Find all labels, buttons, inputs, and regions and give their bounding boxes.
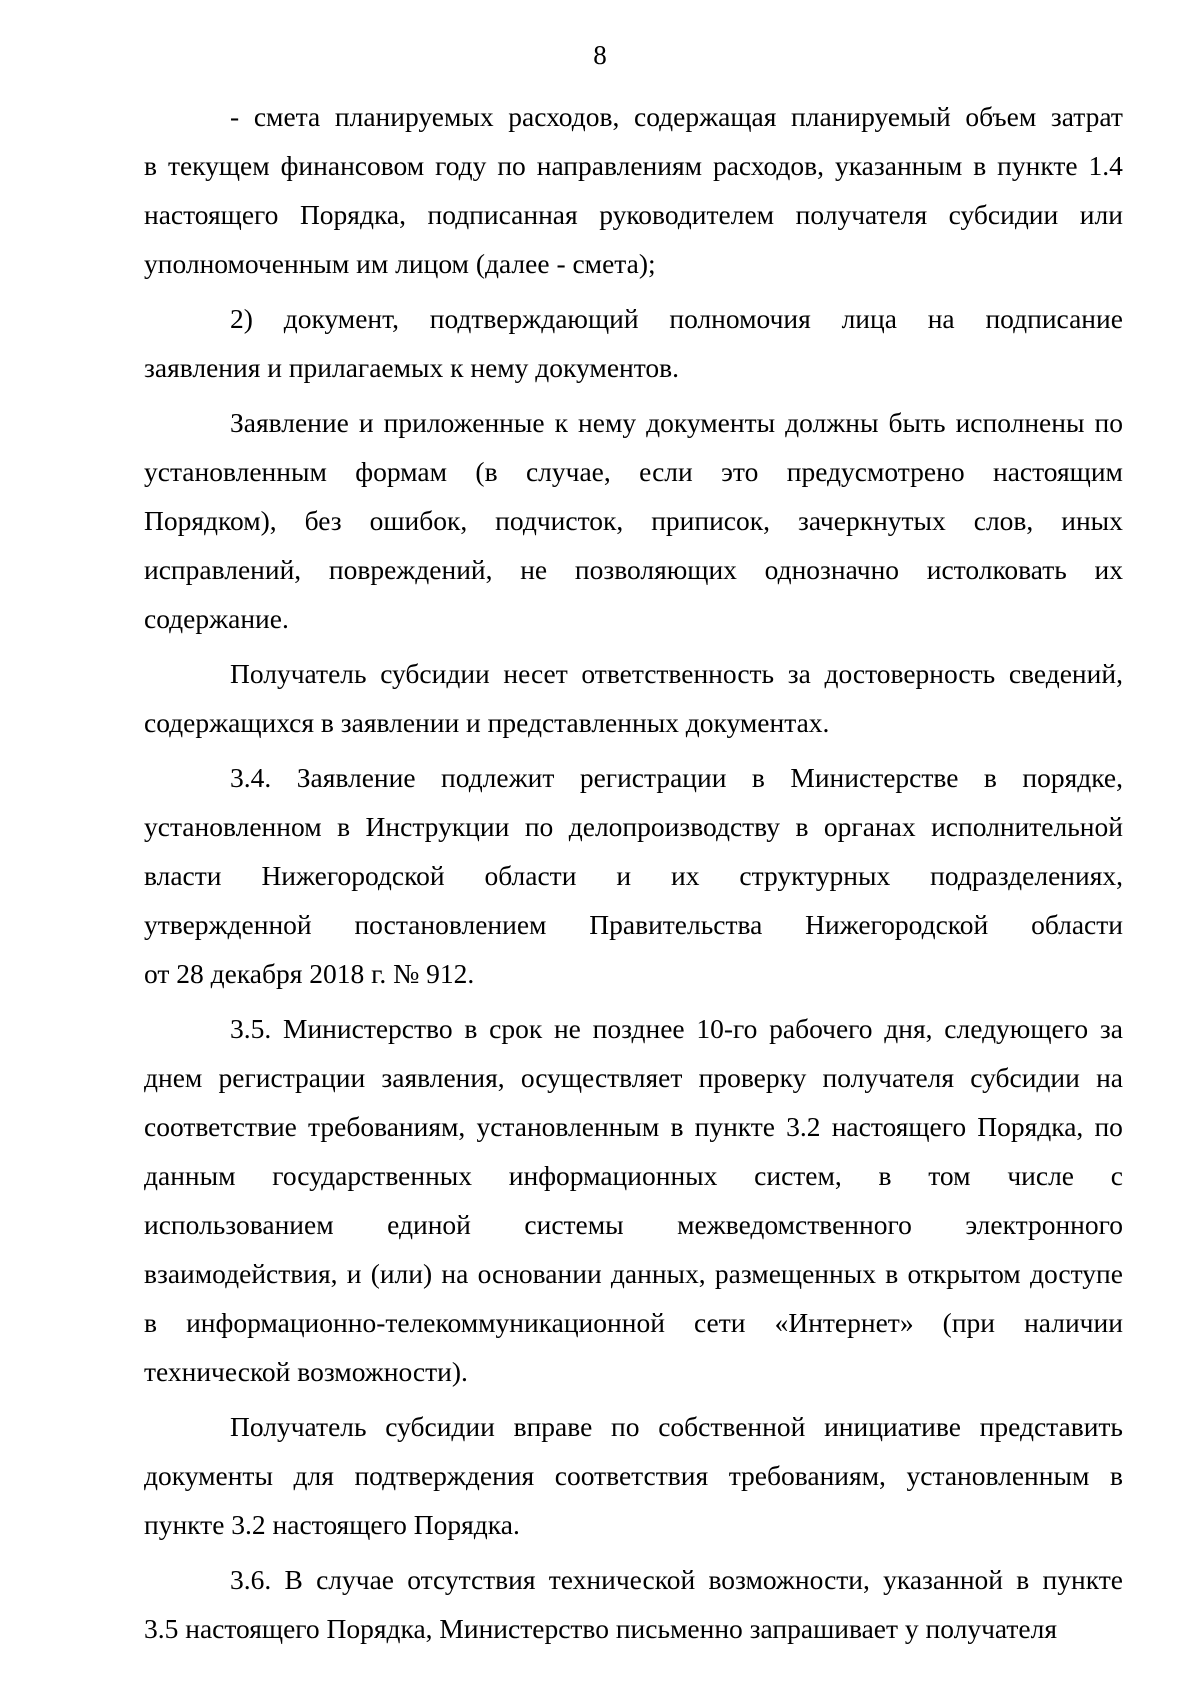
text-line: в информационно-телекоммуникационной сети «Интернет» (при наличии [144, 1307, 1123, 1338]
text-line: - смета планируемых расходов, содержащая планируемый объем затрат [230, 101, 1123, 132]
page-number: 8 [593, 40, 607, 70]
paragraph-own-initiative [144, 1402, 1123, 1549]
text-line: 3.5. Министерство в срок не позднее 10-го рабочего дня, следующего за [230, 1013, 1123, 1044]
text-line: утвержденной постановлением Правительства Нижегородской области [144, 909, 1123, 940]
document-body [144, 92, 1123, 1653]
text-line: Порядком), без ошибок, подчисток, приписок, зачеркнутых слов, иных [144, 505, 1123, 536]
paragraph-requirements [144, 398, 1123, 643]
text-line: днем регистрации заявления, осуществляет проверку получателя субсидии на [144, 1062, 1123, 1093]
paragraph-smeta [144, 92, 1123, 288]
text-line: использованием единой системы межведомственного электронного [144, 1209, 1123, 1240]
text-line: содержание. [144, 603, 289, 634]
text-line: соответствие требованиям, установленным в пункте 3.2 настоящего Порядка, по [144, 1111, 1123, 1142]
text-line: власти Нижегородской области и их структурных подразделениях, [144, 860, 1123, 891]
paragraph-clause-3-4 [144, 753, 1123, 998]
text-line: уполномоченным им лицом (далее - смета); [144, 248, 656, 279]
text-line: Заявление и приложенные к нему документы должны быть исполнены по [230, 407, 1123, 438]
text-line: взаимодействия, и (или) на основании данных, размещенных в открытом доступе [144, 1258, 1123, 1289]
paragraph-clause-3-6 [144, 1555, 1123, 1653]
paragraph-responsibility [144, 649, 1123, 747]
text-line: 3.4. Заявление подлежит регистрации в Министерстве в порядке, [230, 762, 1123, 793]
text-line: документы для подтверждения соответствия требованиям, установленным в [144, 1460, 1123, 1491]
paragraph-clause-3-5 [144, 1004, 1123, 1396]
text-line: содержащихся в заявлении и представленных документах. [144, 707, 830, 738]
text-line: в текущем финансовом году по направлениям расходов, указанным в пункте 1.4 [144, 150, 1123, 181]
text-line: 2) документ, подтверждающий полномочия лица на подписание [230, 303, 1123, 334]
text-line: от 28 декабря 2018 г. № 912. [144, 958, 475, 989]
text-line: исправлений, повреждений, не позволяющих однозначно истолковать их [144, 554, 1123, 585]
text-line: технической возможности). [144, 1356, 468, 1387]
paragraph-item-2 [144, 294, 1123, 392]
text-line: установленном в Инструкции по делопроизводству в органах исполнительной [144, 811, 1123, 842]
text-line: 3.6. В случае отсутствия технической возможности, указанной в пункте [230, 1564, 1123, 1595]
text-line: заявления и прилагаемых к нему документов. [144, 352, 680, 383]
text-line: установленным формам (в случае, если это предусмотрено настоящим [144, 456, 1123, 487]
text-line: Получатель субсидии вправе по собственной инициативе представить [230, 1411, 1123, 1442]
text-line: настоящего Порядка, подписанная руководителем получателя субсидии или [144, 199, 1123, 230]
text-line: пункте 3.2 настоящего Порядка. [144, 1509, 520, 1540]
text-line: Получатель субсидии несет ответственность за достоверность сведений, [230, 658, 1123, 689]
text-line: 3.5 настоящего Порядка, Министерство письменно запрашивает у получателя [144, 1613, 1058, 1644]
text-line: данным государственных информационных систем, в том числе с [144, 1160, 1123, 1191]
